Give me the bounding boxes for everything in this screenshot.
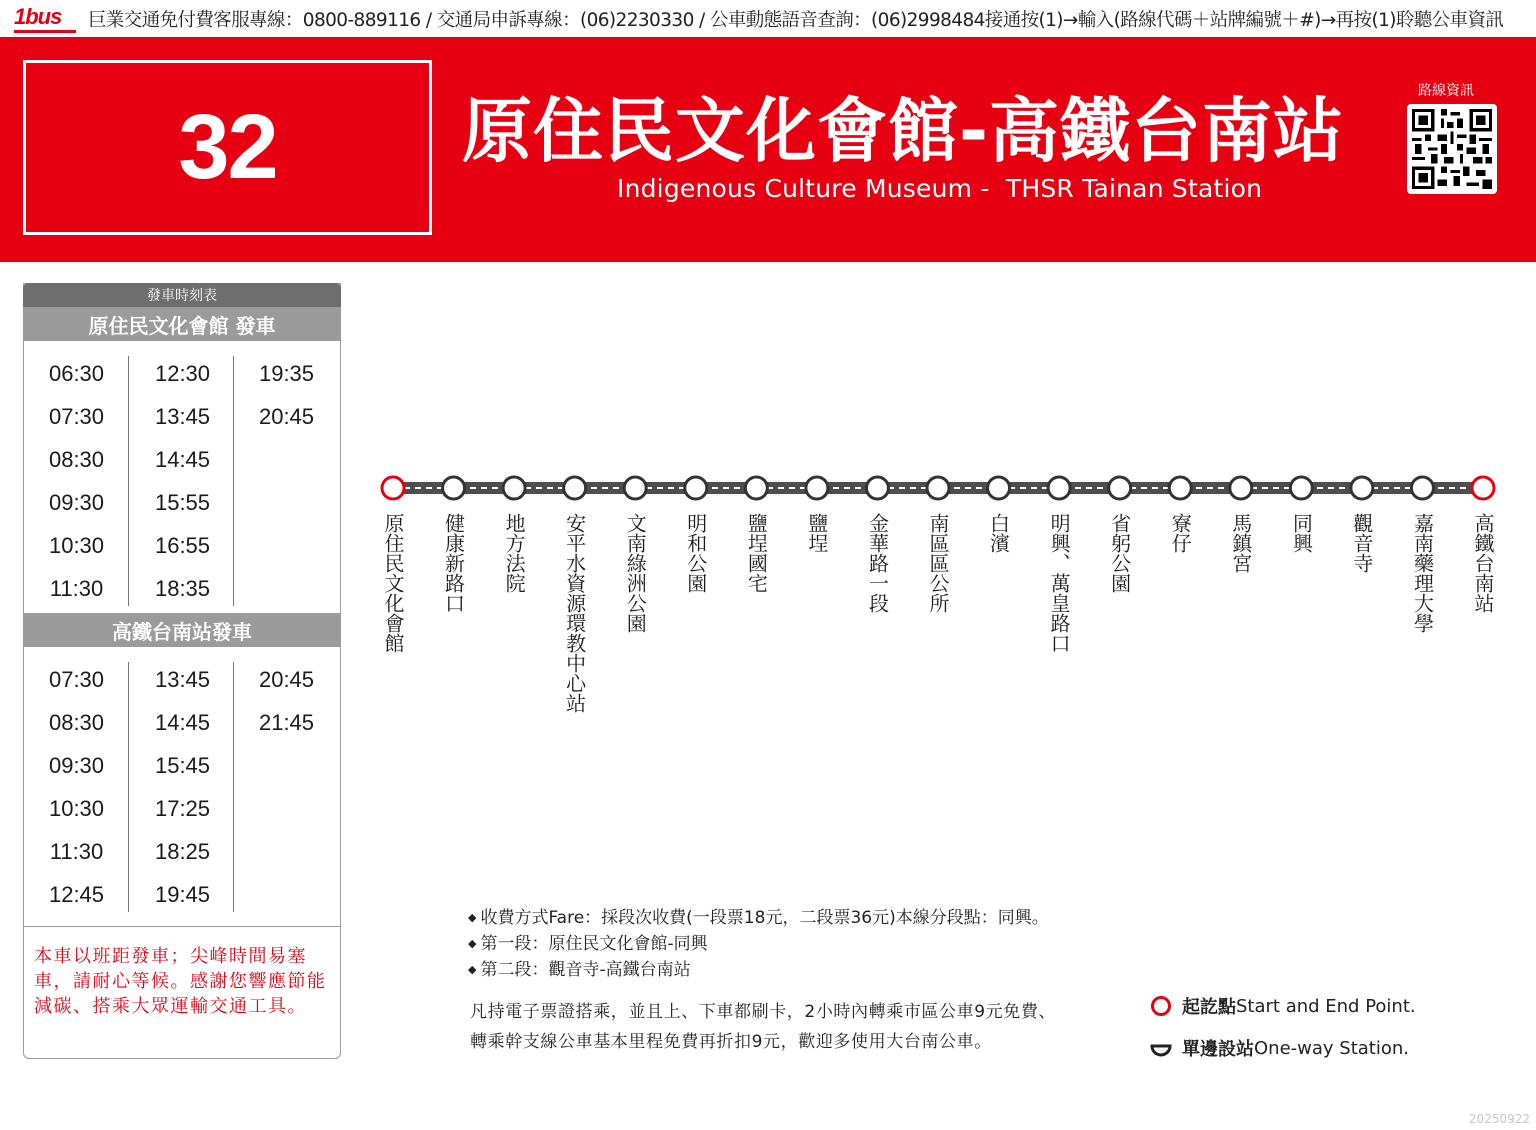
legend-terminal-text: Start and End Point. xyxy=(1236,995,1416,1017)
stop-name: 省躬公園 xyxy=(1107,513,1132,593)
stop-name: 明興、萬皇路口 xyxy=(1047,513,1072,653)
departure-time: 18:35 xyxy=(154,576,211,601)
stop-marker xyxy=(927,477,949,499)
direction2-title: 高鐵台南站發車 xyxy=(23,613,341,647)
departure-time: 20:45 xyxy=(258,404,315,429)
departure-time: 17:25 xyxy=(154,796,211,821)
fare-line: ◆ 第一段：原住民文化會館-同興 xyxy=(468,934,708,954)
departure-time: 19:45 xyxy=(154,882,211,907)
stop-name: 金華路一段 xyxy=(865,513,890,613)
brand-logo: 1bus xyxy=(14,4,76,33)
terminal-stop-marker xyxy=(382,477,404,499)
departure-time: 14:45 xyxy=(154,710,211,735)
stop-marker xyxy=(564,477,586,499)
stop-marker xyxy=(866,477,888,499)
stop-name: 明和公園 xyxy=(683,513,708,593)
departure-time: 09:30 xyxy=(48,753,105,778)
stop-name: 原住民文化會館 xyxy=(381,513,405,653)
oneway-halfcircle-icon xyxy=(1150,1037,1172,1059)
stop-name: 馬鎮宮 xyxy=(1228,513,1253,573)
stop-marker xyxy=(685,477,707,499)
stop-marker xyxy=(1290,477,1312,499)
diamond-bullet-icon: ◆ xyxy=(468,911,477,924)
terminal-stop-marker xyxy=(1472,477,1494,499)
legend-terminal xyxy=(1150,993,1416,1019)
route-title-en: Indigenous Culture Museum - THSR Tainan Station xyxy=(617,174,1263,203)
service-notice: 本車以班距發車；尖峰時間易塞車，請耐心等候。感謝您響應節能減碳、搭乘大眾運輸交通工具。 xyxy=(34,946,327,1017)
fare-info xyxy=(468,905,1049,983)
route-number: 32 xyxy=(178,96,277,198)
departure-time: 20:45 xyxy=(258,667,315,692)
transfer-line: 凡持電子票證搭乘，並且上、下車都刷卡，2小時內轉乘市區公車9元免費、 xyxy=(470,1002,1057,1022)
stop-name: 安平水資源環教中心站 xyxy=(562,513,587,713)
stop-name: 地方法院 xyxy=(502,513,527,593)
qr-label: 路線資訊 xyxy=(1418,83,1474,99)
fare-line: ◆ 第二段：觀音寺-高鐵台南站 xyxy=(468,960,691,980)
stop-name: 嘉南藥理大學 xyxy=(1410,513,1435,633)
fare-line: ◆ 收費方式Fare：採段次收費(一段票18元，二段票36元)本線分段點：同興。 xyxy=(468,908,1049,928)
departure-time: 12:45 xyxy=(48,882,105,907)
stop-name: 鹽埕 xyxy=(804,513,829,553)
departure-time: 07:30 xyxy=(48,667,105,692)
transfer-info xyxy=(470,997,1056,1057)
legend-oneway-bold: 單邊設站 xyxy=(1182,1039,1254,1060)
departure-time: 11:30 xyxy=(49,576,104,601)
departure-time: 12:30 xyxy=(154,361,211,386)
stop-marker xyxy=(1411,477,1433,499)
departure-time: 19:35 xyxy=(258,361,315,386)
departure-time: 06:30 xyxy=(48,361,105,386)
timetable-header: 發車時刻表 xyxy=(23,283,341,307)
stop-marker xyxy=(1230,477,1252,499)
departure-time: 18:25 xyxy=(154,839,211,864)
stop-name: 南區區公所 xyxy=(926,513,950,613)
stop-name: 健康新路口 xyxy=(441,513,466,613)
stop-name: 高鐵台南站 xyxy=(1471,513,1495,613)
hotline-text: 巨業交通免付費客服專線：0800-889116 / 交通局申訴專線：(06)2230330 / 公車動態語音查詢：(06)2998484接通按(1)→輸入(路線代碼＋站牌編號＋#)→再按(1)聆聽公車資訊 xyxy=(88,9,1504,31)
stop-marker xyxy=(1048,477,1070,499)
stop-marker xyxy=(1109,477,1131,499)
departure-time: 08:30 xyxy=(48,710,105,735)
departure-time: 16:55 xyxy=(154,533,211,558)
stop-marker xyxy=(1351,477,1373,499)
departure-time: 10:30 xyxy=(48,796,105,821)
departure-time: 10:30 xyxy=(48,533,105,558)
stop-marker xyxy=(503,477,525,499)
departure-time: 08:30 xyxy=(48,447,105,472)
departure-time: 09:30 xyxy=(48,490,105,515)
stop-name: 同興 xyxy=(1289,513,1314,553)
terminal-circle-icon xyxy=(1150,995,1172,1017)
legend-oneway xyxy=(1150,1035,1409,1061)
legend-oneway-text: One-way Station. xyxy=(1254,1037,1409,1059)
stop-marker xyxy=(1169,477,1191,499)
stop-name: 鹽埕國宅 xyxy=(744,513,769,593)
stop-marker xyxy=(806,477,828,499)
route-title: 原住民文化會館-高鐵台南站 xyxy=(462,90,1345,172)
direction1-title: 原住民文化會館 發車 xyxy=(23,307,341,341)
stop-marker xyxy=(745,477,767,499)
stop-marker xyxy=(443,477,465,499)
departure-time: 15:55 xyxy=(154,490,211,515)
stop-name: 觀音寺 xyxy=(1349,513,1374,573)
departure-time: 21:45 xyxy=(258,710,315,735)
legend-terminal-bold: 起訖點 xyxy=(1182,997,1236,1018)
departure-time: 07:30 xyxy=(48,404,105,429)
departure-time: 13:45 xyxy=(154,404,211,429)
stop-marker xyxy=(624,477,646,499)
stop-name: 文南綠洲公園 xyxy=(623,513,648,633)
stop-name: 白濱 xyxy=(986,513,1011,553)
departure-time: 13:45 xyxy=(154,667,211,692)
diamond-bullet-icon: ◆ xyxy=(468,963,477,976)
transfer-line: 轉乘幹支線公車基本里程免費再折扣9元，歡迎多使用大台南公車。 xyxy=(470,1032,992,1052)
departure-time: 14:45 xyxy=(154,447,211,472)
date-stamp: 20250922 xyxy=(1468,1112,1530,1126)
departure-time: 11:30 xyxy=(49,839,104,864)
diamond-bullet-icon: ◆ xyxy=(468,937,477,950)
stop-name: 寮仔 xyxy=(1168,513,1193,553)
stop-marker xyxy=(988,477,1010,499)
departure-time: 15:45 xyxy=(154,753,211,778)
